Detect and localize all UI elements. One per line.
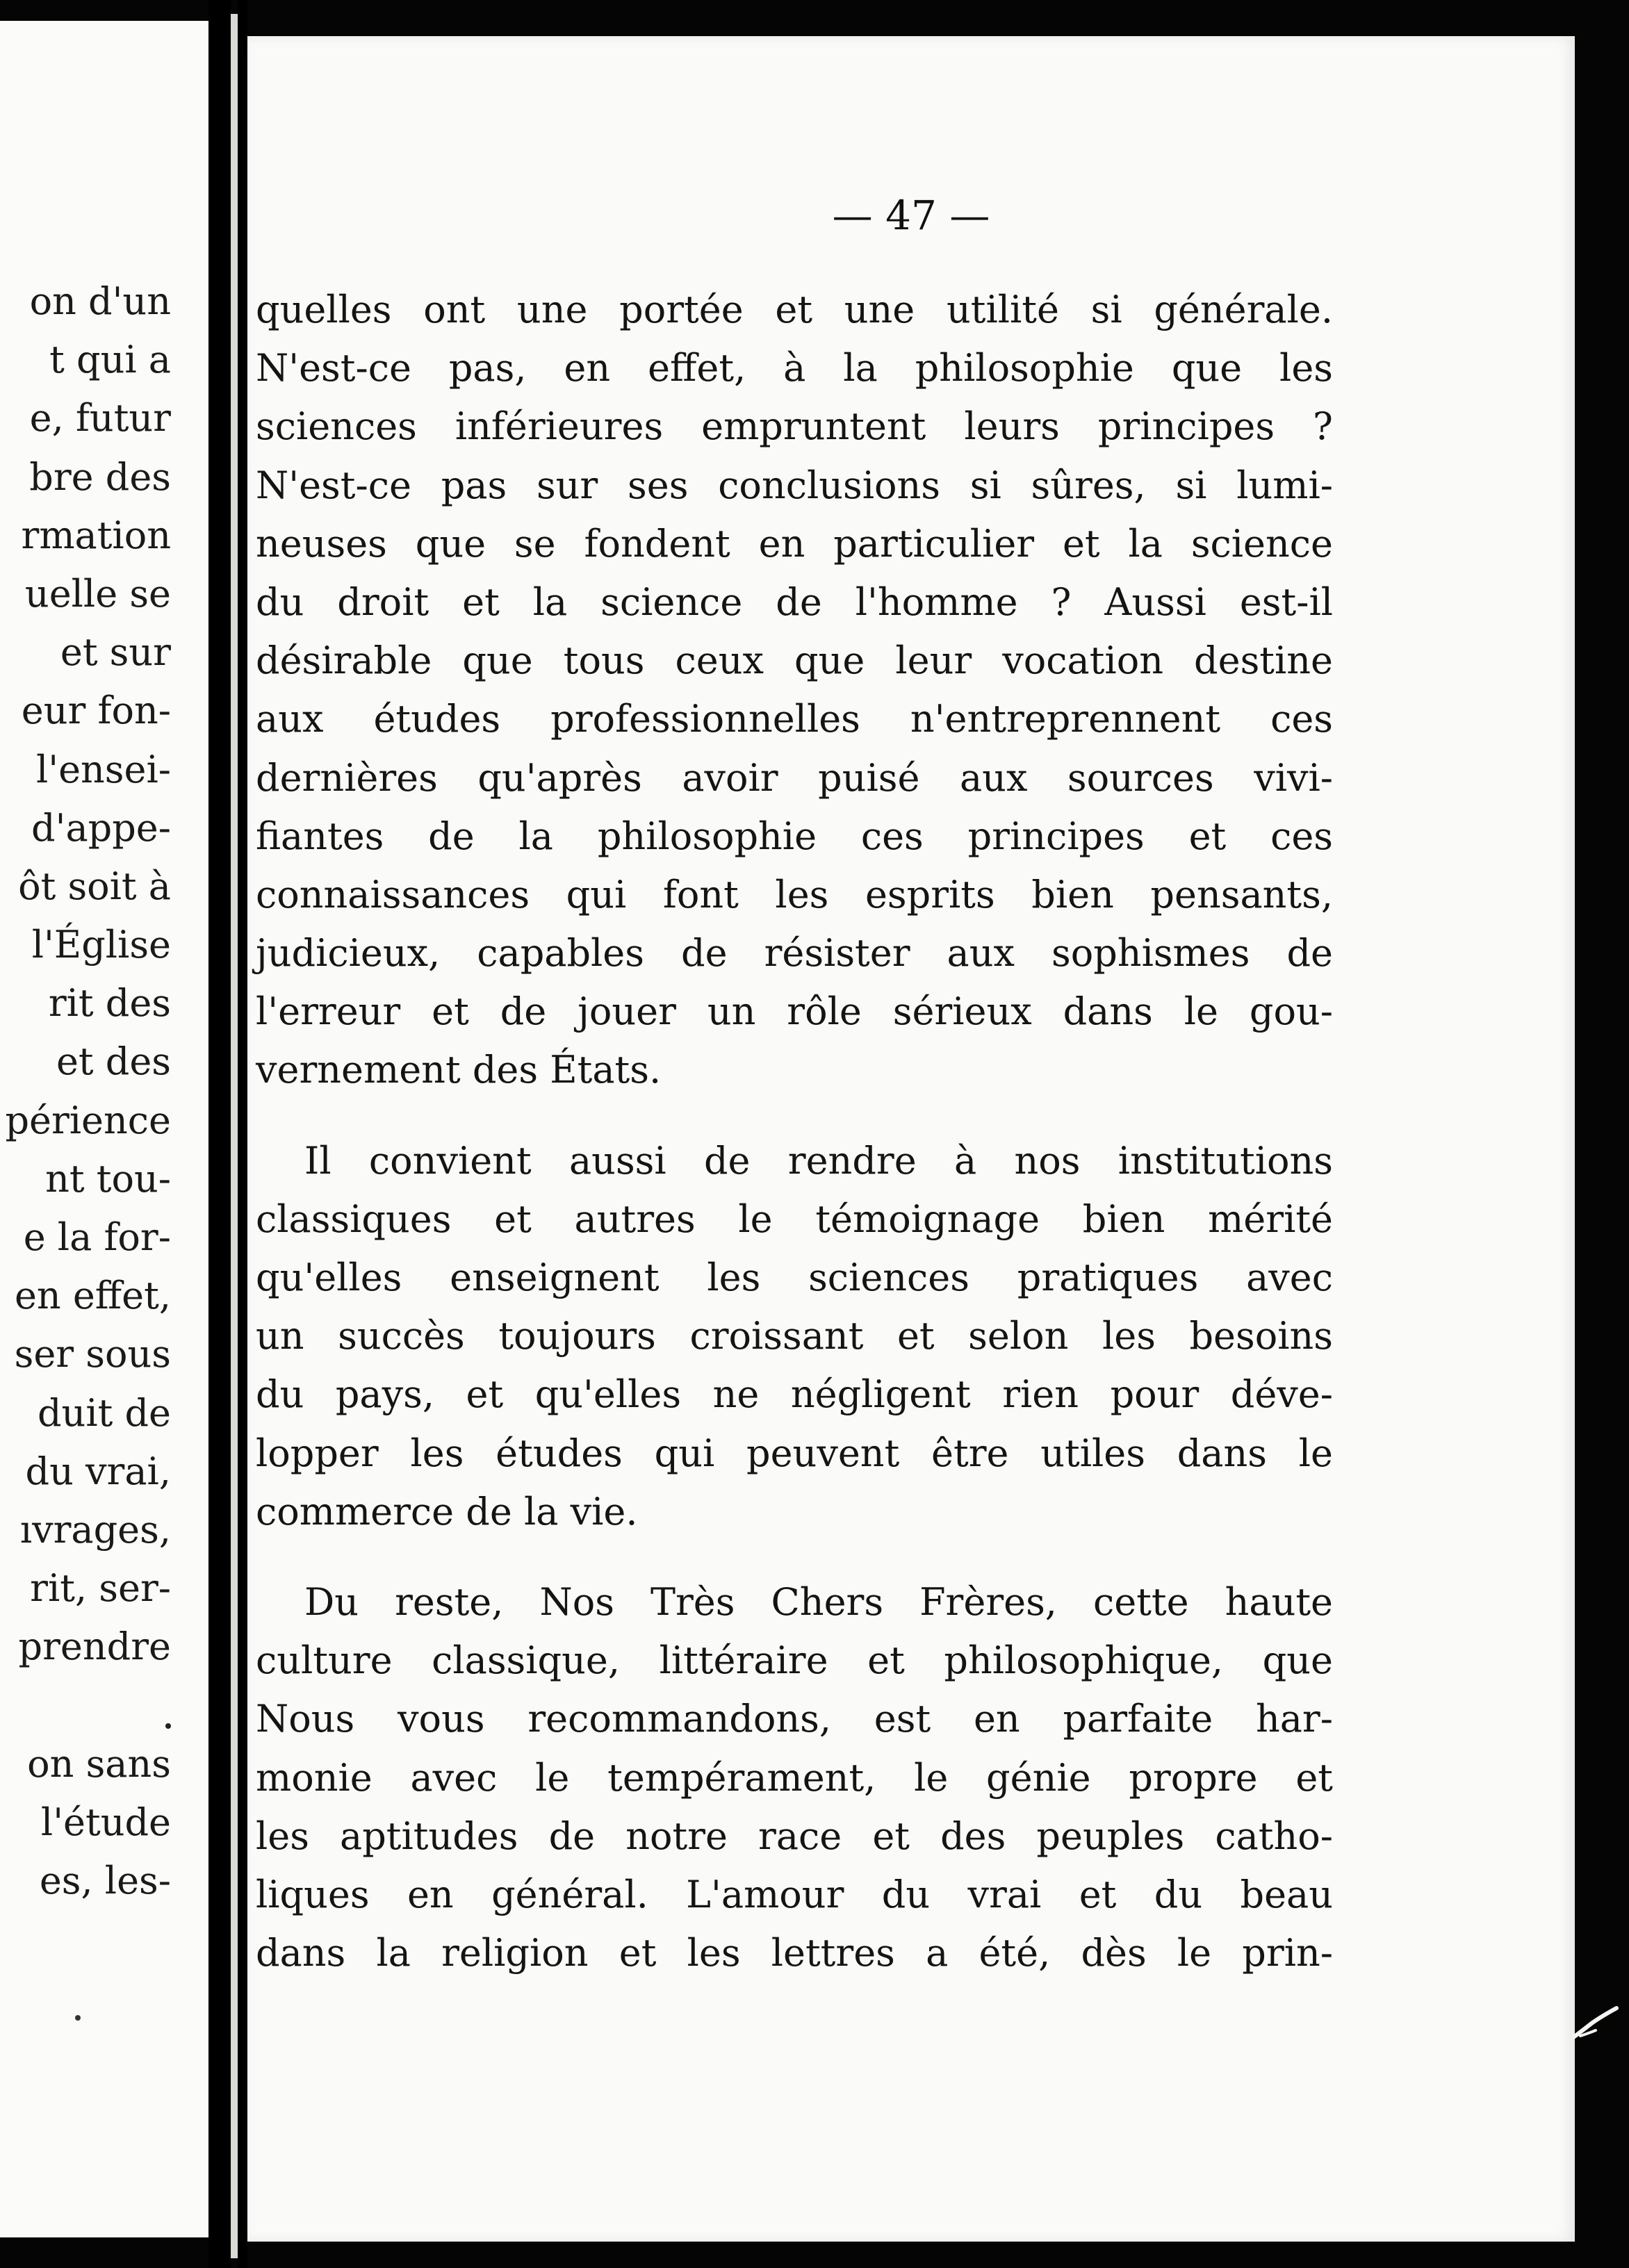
- previous-page-fragment: [0, 21, 208, 2237]
- ink-speck: [75, 2015, 81, 2021]
- left-line: duit de: [37, 1390, 171, 1435]
- left-line: bre des: [29, 454, 171, 499]
- paragraph: [256, 1132, 1333, 1541]
- page-body: [256, 281, 1333, 1982]
- text-line: N'est-ce pas, en effet, à la philosophie que les: [256, 346, 1333, 391]
- text-line: du droit et la science de l'homme ? Aussi est-il: [256, 580, 1333, 624]
- text-line: du pays, et qu'elles ne négligent rien pour déve-: [256, 1372, 1333, 1417]
- left-line: et des: [56, 1040, 171, 1084]
- text-line: aux études professionnelles n'entreprennent ces: [256, 697, 1333, 741]
- text-line: classiques et autres le témoignage bien mérité: [256, 1197, 1333, 1241]
- left-line: on sans: [27, 1741, 171, 1786]
- left-line: ser sous: [14, 1332, 171, 1377]
- left-line: e la for-: [23, 1215, 171, 1259]
- text-line: monie avec le tempérament, le génie propre et: [256, 1755, 1333, 1800]
- left-line: en effet,: [14, 1274, 171, 1318]
- page-edge: [231, 14, 238, 2258]
- binding-gutter: [238, 0, 247, 2268]
- text-line: commerce de la vie.: [256, 1489, 638, 1534]
- left-line: l'ensei-: [35, 747, 171, 791]
- left-line: et sur: [60, 630, 171, 675]
- text-line: connaissances qui font les esprits bien pensants,: [256, 872, 1333, 917]
- paragraph-spacing: [256, 1541, 1333, 1573]
- ink-speck: [165, 1723, 171, 1729]
- left-line: es, les-: [39, 1859, 171, 1903]
- left-line: rit, ser-: [30, 1566, 171, 1611]
- text-line: lopper les études qui peuvent être utiles dans le: [256, 1431, 1333, 1475]
- left-line: uelle se: [24, 571, 171, 616]
- page: [247, 36, 1575, 2242]
- left-line: d'appe-: [31, 805, 171, 850]
- page-number: — 47 —: [832, 192, 990, 239]
- text-line: neuses que se fondent en particulier et la science: [256, 521, 1333, 566]
- text-line: désirable que tous ceux que leur vocation destine: [256, 639, 1333, 683]
- left-line: ôt soit à: [18, 864, 171, 908]
- text-line: qu'elles enseignent les sciences pratiques avec: [256, 1256, 1333, 1299]
- left-line: l'étude: [40, 1800, 171, 1844]
- paragraph: [256, 281, 1333, 1100]
- text-line: l'erreur et de jouer un rôle sérieux dans le gou-: [256, 989, 1333, 1034]
- binding-gutter: [208, 0, 231, 2268]
- text-line: judicieux, capables de résister aux sophismes de: [256, 931, 1333, 976]
- text-line: culture classique, littéraire et philosophique, que: [256, 1638, 1333, 1683]
- left-line: rmation: [21, 513, 171, 557]
- left-line: nt tou-: [45, 1156, 171, 1201]
- left-line: on d'un: [29, 279, 171, 323]
- left-line: rit des: [48, 981, 171, 1026]
- text-line: sciences inférieures empruntent leurs principes ?: [256, 404, 1333, 449]
- text-line: Du reste, Nos Très Chers Frères, cette haute: [304, 1579, 1333, 1624]
- text-line: N'est-ce pas sur ses conclusions si sûres, si lumi-: [256, 463, 1333, 507]
- previous-page-text: [0, 272, 171, 1910]
- text-line: vernement des États.: [256, 1048, 662, 1092]
- left-line: prendre: [18, 1625, 171, 1669]
- text-line: les aptitudes de notre race et des peuples catho-: [256, 1814, 1333, 1858]
- left-line: l'Église: [31, 923, 171, 967]
- text-line: un succès toujours croissant et selon les besoins: [256, 1314, 1333, 1358]
- paragraph: [256, 1573, 1333, 1982]
- text-line: fiantes de la philosophie ces principes et ces: [256, 814, 1333, 858]
- left-line: périence: [5, 1098, 171, 1142]
- left-line: t qui a: [49, 338, 171, 382]
- left-line: du vrai,: [25, 1449, 171, 1493]
- left-line: e, futur: [29, 396, 171, 441]
- text-line: liques en général. L'amour du vrai et du beau: [256, 1872, 1333, 1916]
- scan-artifact-mark: [1571, 2003, 1619, 2044]
- left-line: ıvrages,: [19, 1507, 171, 1552]
- text-line: quelles ont une portée et une utilité si générale.: [256, 288, 1333, 331]
- left-line: eur fon-: [21, 689, 171, 733]
- text-line: Nous vous recommandons, est en parfaite har-: [256, 1697, 1333, 1741]
- paragraph-spacing: [256, 1100, 1333, 1132]
- text-line: Il convient aussi de rendre à nos institutions: [304, 1138, 1333, 1183]
- left-line: [0, 1677, 171, 1735]
- text-line: dans la religion et les lettres a été, dès le prin-: [256, 1931, 1333, 1975]
- text-line: dernières qu'après avoir puisé aux sources vivi-: [256, 755, 1333, 800]
